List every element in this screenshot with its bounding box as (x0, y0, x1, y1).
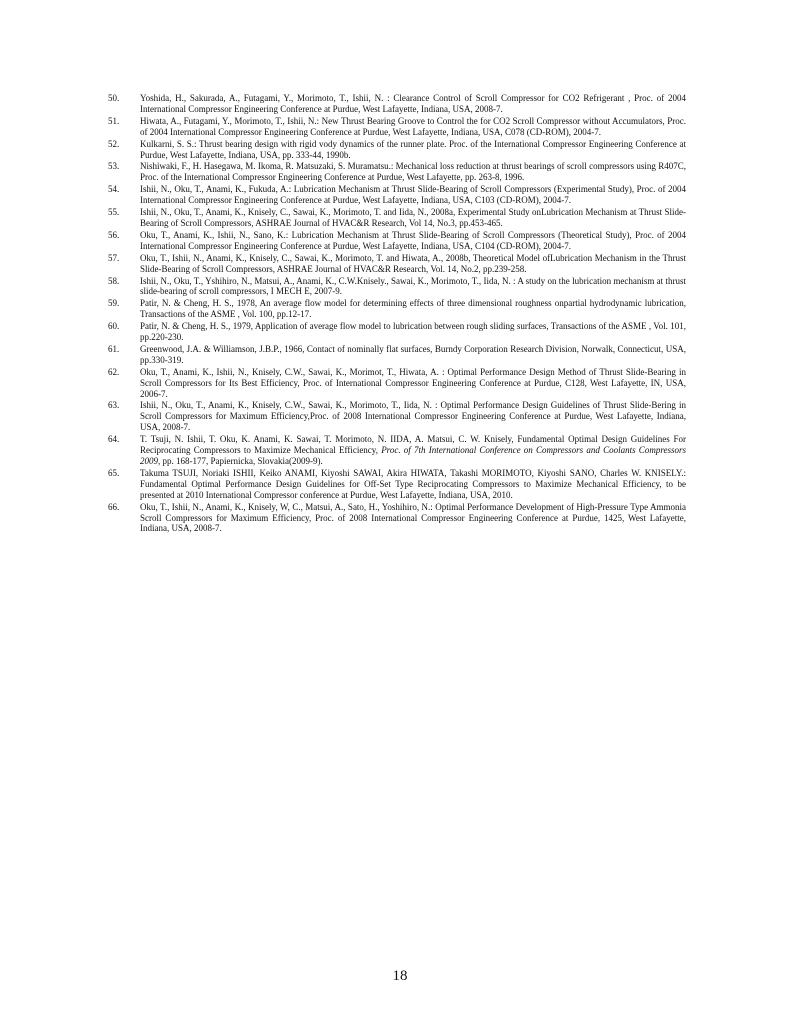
reference-text (140, 434, 686, 467)
reference-text: Patir, N. & Cheng, H. S., 1978, An average flow model for determining effects of three dimensional roughness onpartial hydrodynamic lubrication, Transactions of the ASME , Vol. 100, pp.12-17. (140, 298, 686, 320)
reference-text: Greenwood, J.A. & Williamson, J.B.P., 1966, Contact of nominally flat surfaces, Burndy Corporation Research Division, Norwalk, Connecticut, USA, pp.330-319. (140, 343, 686, 365)
reference-text: Hiwata, A., Futagami, Y., Morimoto, T., Ishii, N.: New Thrust Bearing Groove to Control the for CO2 Scroll Compressor without Accumulators, Proc. of 2004 International Compressor Engineering Conference at Purdue, West Lafayette, Indiana, USA, C078 (CD-ROM), 2004-7. (140, 115, 686, 137)
reference-number: 66. (108, 501, 120, 512)
reference-item (108, 161, 686, 183)
reference-number: 54. (108, 184, 120, 195)
reference-text: Ishii, N., Oku, T., Anami, K., Knisely, C.W., Sawai, K., Morimoto, T., Iida, N. : Optimal Performance Design Guidelines of Thrust Slide-Bering in Scroll Compressors for Maximum Efficiency,Proc. of 2008 International Compressor Engineering Conference at Purdue, West Lafayette, Indiana, USA, 2008-7. (140, 400, 686, 433)
reference-text: Takuma TSUJI, Noriaki ISHII, Keiko ANAMI, Kiyoshi SAWAI, Akira HIWATA, Takashi MORIMOTO, Kiyoshi SANO, Charles W. KNISELY.: Fundamental Optimal Performance Design Guidelines for Off-Set Type Reciprocating Compressors to Maximize Mechanical Efficiency, to be presented at 2010 International Compressor conference at Purdue, West Lafayette, Indiana, USA, 2010. (140, 467, 686, 500)
reference-number: 51. (108, 115, 120, 126)
reference-item (108, 298, 686, 320)
reference-item (108, 321, 686, 343)
reference-number: 55. (108, 207, 120, 218)
reference-list (108, 93, 686, 535)
reference-item (108, 230, 686, 252)
reference-text: Ishii, N., Oku, T., Anami, K., Knisely, C., Sawai, K., Morimoto, T. and Iida, N., 2008a, Experimental Study onLubrication Mechanism at Thrust Slide-Bearing of Scroll Compressors, ASHRAE Journal of HVAC&R Research, Vol 14, No.3, pp.453-465. (140, 207, 686, 228)
reference-item (108, 116, 686, 138)
reference-number: 65. (108, 467, 120, 478)
reference-number: 56. (108, 229, 120, 240)
reference-text: Oku, T., Ishii, N., Anami, K., Knisely, C., Sawai, K., Morimoto, T. and Hiwata, A., 2008b, Theoretical Model ofLubrication Mechanism in the Thrust Slide-Bearing of Scroll Compressors, ASHRAE Journal of HVAC&R Research, Vol. 14, No.2, pp.239-258. (140, 252, 686, 274)
reference-number: 58. (108, 275, 120, 286)
page-number: 18 (392, 968, 408, 984)
reference-text: Nishiwaki, F., H. Hasegawa, M. Ikoma, R. Matsuzaki, S. Muramatsu.: Mechanical loss reduction at thrust bearings of scroll compressors using R407C, Proc. of the International Compressor Engineering Conference at Purdue, West Lafayette, pp. 263-8, 1996. (140, 161, 686, 183)
reference-item (108, 367, 686, 400)
reference-text: Ishii, N., Oku, T., Yshihiro, N., Matsui, A., Anami, K., C.W.Knisely., Sawai, K., Morimoto, T., Iida, N. : A study on the lubrication mechanism at thrust slide-bearing of scroll compressors, I MECH E, 2007-9. (140, 275, 686, 297)
reference-item (108, 253, 686, 275)
reference-item (108, 400, 686, 433)
reference-text: Oku, T., Anami, K., Ishii, N., Knisely, C.W., Sawai, K., Morimot, T., Hiwata, A. : Optimal Performance Design Method of Thrust Slide-Bearing in Scroll Compressors for Its Best Efficiency, Proc. of International Compressor Engineering Conference at Purdue, C128, West Lafayette, IN, USA, 2006-7. (140, 366, 686, 399)
reference-item (108, 344, 686, 366)
reference-proceedings-title: Proc. of 7th International Conference on Compressors and Coolants Compressors 2009 (140, 445, 686, 466)
reference-text: Ishii, N., Oku, T., Anami, K., Fukuda, A.: Lubrication Mechanism at Thrust Slide-Bearing of Scroll Compressors (Experimental Study), Proc. of 2004 International Compressor Engineering Conference at Purdue, West Lafayette, Indiana, USA, C103 (CD-ROM), 2004-7. (140, 184, 686, 206)
reference-number: 52. (108, 138, 120, 149)
reference-number: 61. (108, 343, 120, 354)
reference-item (108, 93, 686, 115)
reference-text: Oku, T., Anami, K., Ishii, N., Sano, K.: Lubrication Mechanism at Thrust Slide-Bearing of Scroll Compressors (Theoretical Study), Proc. of 2004 International Compressor Engineering Conference at Purdue, West Lafayette, Indiana, USA, C104 (CD-ROM), 2004-7. (140, 229, 686, 251)
reference-item (108, 502, 686, 535)
reference-text: Oku, T., Ishii, N., Anami, K., Knisely, W, C., Matsui, A., Sato, H., Yoshihiro, N.: Optimal Performance Development of High-Pressure Type Ammonia Scroll Compressors for Maximum Efficiency, Proc. of 2008 International Compressor Engineering Conference at Purdue, 1425, West Lafayette, Indiana, USA, 2008-7. (140, 501, 686, 534)
reference-number: 57. (108, 252, 120, 263)
reference-number: 64. (108, 434, 120, 445)
reference-text-start: T. Tsuji, N. Ishii, T. Oku, K. Anami, K. Sawai, T. Morimoto, N. IIDA, A. Matsui, C. W. Knisely, Fundamental Optimal Design Guidelines For Reciprocating Compressors to Maximize Mechanical Efficiency, (140, 434, 686, 456)
reference-item (108, 207, 686, 229)
reference-item (108, 468, 686, 501)
reference-text: Kulkarni, S. S.: Thrust bearing design with rigid vody dynamics of the runner plate. Proc. of the International Compressor Engineering Conference at Purdue, West Lafayette, Indiana, USA, pp. 333-44, 1990b. (140, 138, 686, 160)
reference-number: 62. (108, 366, 120, 377)
reference-text: Patir, N. & Cheng, H. S., 1979, Application of average flow model to lubrication between rough sliding surfaces, Transactions of the ASME , Vol. 101, pp.220-230. (140, 321, 686, 343)
reference-number: 53. (108, 161, 120, 172)
reference-item (108, 184, 686, 206)
reference-text: Yoshida, H., Sakurada, A., Futagami, Y., Morimoto, T., Ishii, N. : Clearance Control of Scroll Compressor for CO2 Refrigerant , Proc. of 2004 International Compressor Engineering Conference at Purdue, West Lafayette, Indiana, USA, 2008-7. (140, 93, 686, 114)
reference-number: 60. (108, 321, 120, 332)
reference-item (108, 434, 686, 467)
reference-number: 50. (108, 93, 120, 103)
reference-item (108, 139, 686, 161)
reference-number: 59. (108, 298, 120, 309)
reference-number: 63. (108, 400, 120, 411)
reference-item (108, 276, 686, 298)
reference-text-end: , pp. 168-177, Papiernicka, Slovakia(2009-9). (158, 456, 323, 466)
